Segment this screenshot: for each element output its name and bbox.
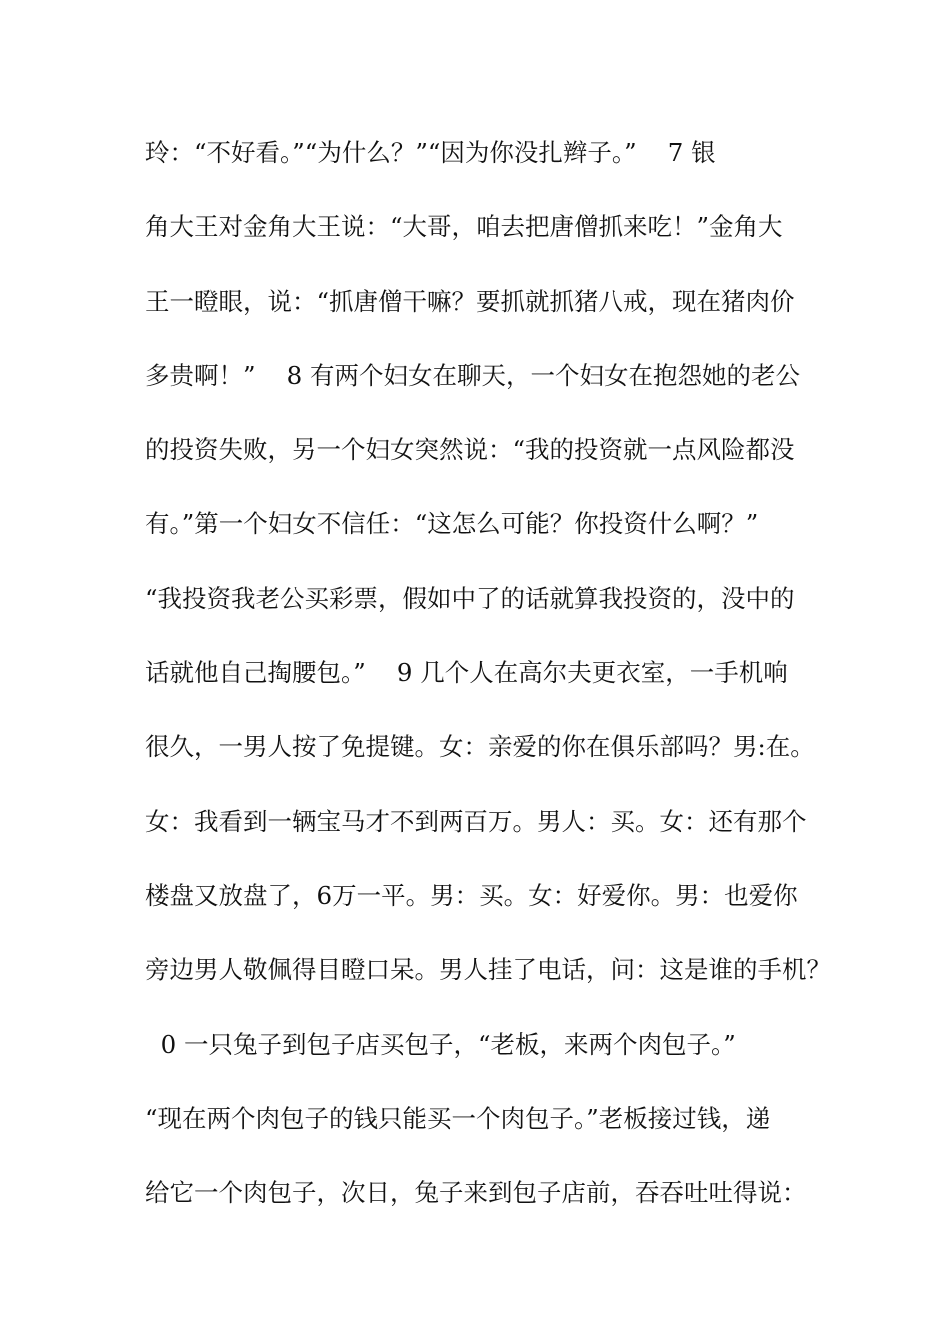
body-text — [145, 128, 835, 1242]
text-line: 玲：“不好看。”“为什么？”“因为你没扎辫子。” 7 银 — [145, 138, 716, 167]
text-line: 王一瞪眼，说：“抓唐僧干嘛？要抓就抓猪八戒，现在猪肉价 — [145, 286, 795, 316]
text-line: 的投资失败，另一个妇女突然说：“我的投资就一点风险都没 — [145, 435, 795, 465]
text-line: 给它一个肉包子，次日，兔子来到包子店前，吞吞吐吐得说： — [145, 1178, 807, 1208]
text-line: 女：我看到一辆宝马才不到两百万。男人：买。女：还有那个 — [145, 806, 807, 836]
text-line: 楼盘又放盘了，6万一平。男：买。女：好爱你。男：也爱你 — [145, 880, 798, 910]
text-line: 很久，一男人按了免提键。女：亲爱的你在俱乐部吗？男:在。 — [145, 732, 815, 762]
text-line: “现在两个肉包子的钱只能买一个肉包子。”老板接过钱，递 — [145, 1103, 771, 1133]
text-line: “我投资我老公买彩票，假如中了的话就算我投资的，没中的 — [145, 583, 795, 613]
text-line: 话就他自己掏腰包。” 9 几个人在高尔夫更衣室，一手机响 — [145, 658, 788, 688]
text-line: 旁边男人敬佩得目瞪口呆。男人挂了电话，问：这是谁的手机？ — [145, 955, 831, 985]
text-line: 多贵啊！” 8 有两个妇女在聊天，一个妇女在抱怨她的老公 — [145, 360, 801, 390]
text-line: 0 一只兔子到包子店买包子，“老板，来两个肉包子。” — [145, 1029, 736, 1059]
text-line: 有。”第一个妇女不信任：“这怎么可能？你投资什么啊？” — [145, 509, 759, 539]
text-line: 角大王对金角大王说：“大哥，咱去把唐僧抓来吃！”金角大 — [145, 212, 783, 242]
